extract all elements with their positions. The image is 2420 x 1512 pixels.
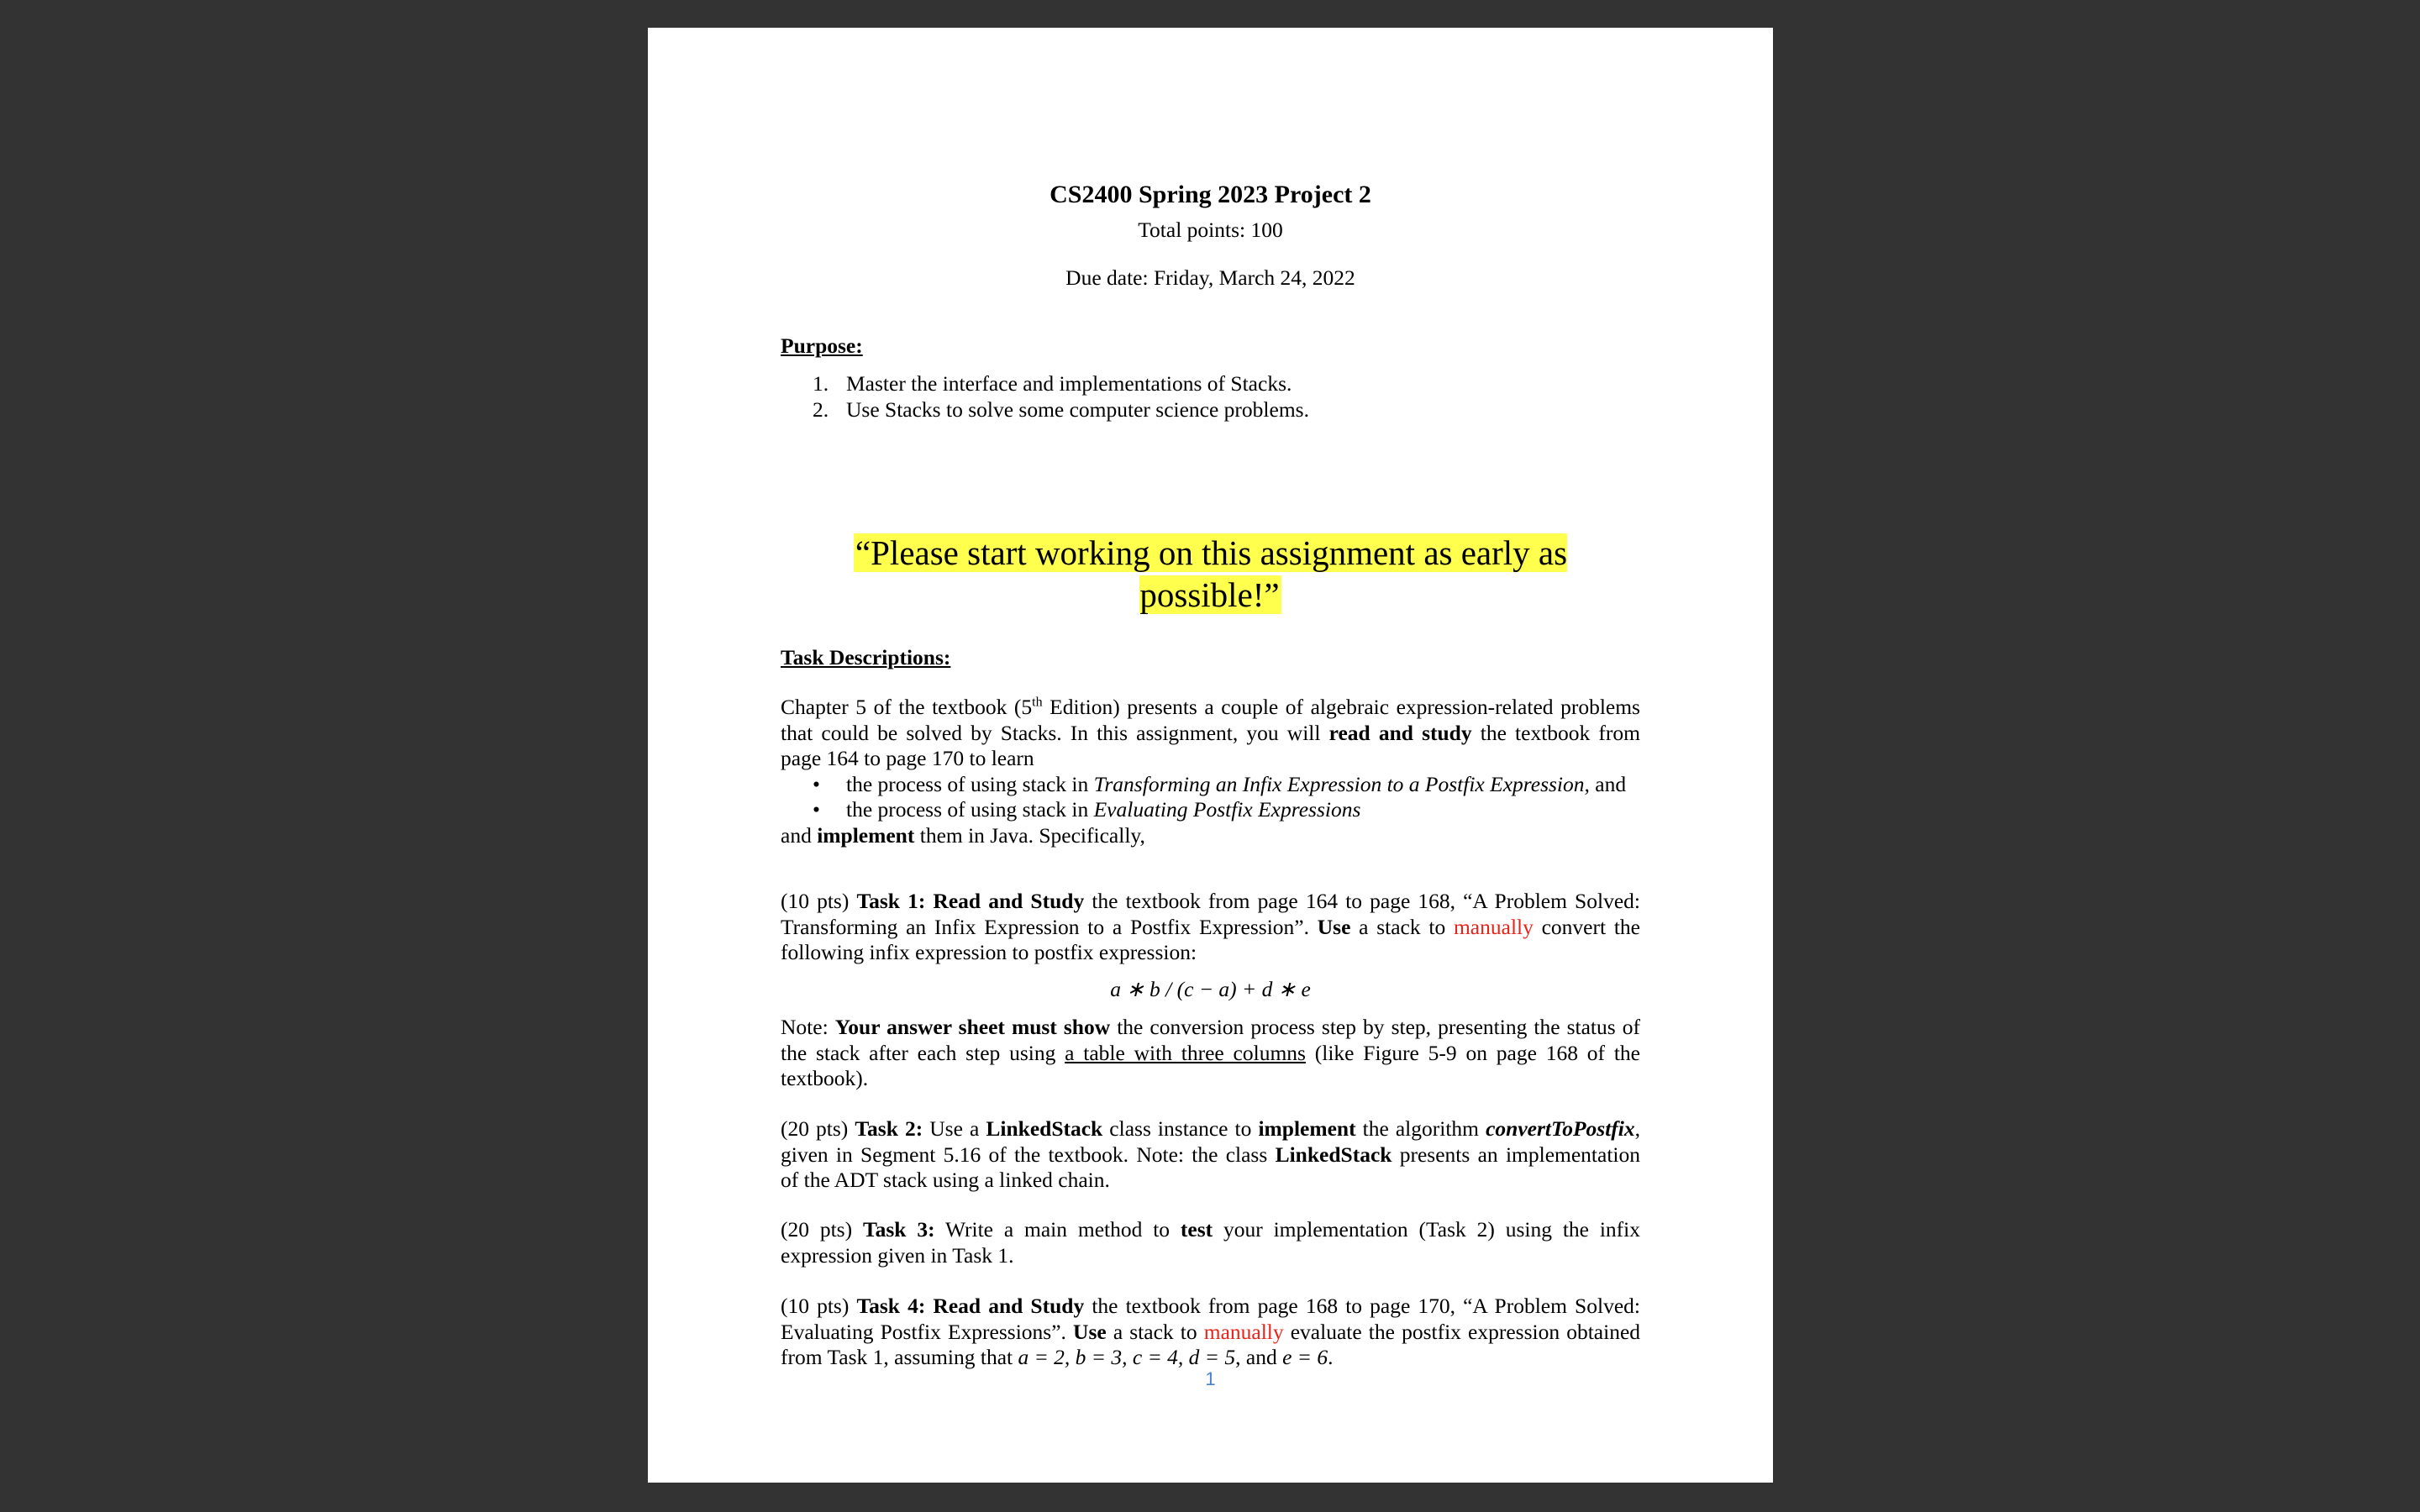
purpose-heading: Purpose: — [781, 333, 863, 358]
task1-paragraph: (10 pts) Task 1: Read and Study the textbook from page 164 to page 168, “A Problem Solved: Transforming an Infix Expression to a Postfix Expression”. Use a stack to manually convert the following infix expression to postfix expression: — [781, 889, 1640, 964]
intro-paragraph: Chapter 5 of the textbook (5th Edition) presents a couple of algebraic expression-related problems that could be solved by Stacks. In this assignment, you will read and study the textbook from page 164 to page 170 to learn • the process of using stack in Transforming an Infix Expression to a Postfix Expression, and • the process of using stack in Evaluating Postfix Expressions and implement them in Java. Specifically, — [781, 695, 1640, 848]
list-item: 2. Use Stacks to solve some computer science problems. — [813, 396, 1309, 422]
tasks-heading: Task Descriptions: — [781, 645, 951, 669]
list-item: • the process of using stack in Evaluating Postfix Expressions — [813, 797, 1361, 822]
banner-text: “Please start working on this assignment as early as possible!” — [855, 533, 1568, 614]
task2-paragraph: (20 pts) Task 2: Use a LinkedStack class instance to implement the algorithm convertToPostfix, given in Segment 5.16 of the textbook. Note: the class LinkedStack presents an implementation of the ADT stack using a linked chain. — [781, 1116, 1640, 1192]
due-date: Due date: Friday, March 24, 2022 — [1065, 265, 1355, 290]
task1-note: Note: Your answer sheet must show the conversion process step by step, presenting the status of the stack after each step using a table with three columns (like Figure 5-9 on page 168 of the textbook). — [781, 1015, 1640, 1090]
list-item: • the process of using stack in Transforming an Infix Expression to a Postfix Expression, and — [813, 771, 1627, 796]
page-number: 1 — [1205, 1368, 1216, 1389]
total-points: Total points: 100 — [1138, 218, 1283, 242]
task4-paragraph: (10 pts) Task 4: Read and Study the textbook from page 168 to page 170, “A Problem Solved: Evaluating Postfix Expressions”. Use a stack to manually evaluate the postfix expression obtained from Task 1, assuming that a = 2, b = 3, c = 4, d = 5, and e = 6. — [781, 1294, 1641, 1369]
highlight-banner — [781, 532, 1640, 616]
list-item: 1. Master the interface and implementations of Stacks. — [813, 371, 1292, 396]
page-title: CS2400 Spring 2023 Project 2 — [1050, 181, 1371, 208]
document-page — [648, 28, 1773, 1483]
task3-paragraph: (20 pts) Task 3: Write a main method to test your implementation (Task 2) using the infix expression given in Task 1. — [781, 1217, 1640, 1268]
infix-expression: a ∗ b / (c − a) + d ∗ e — [1110, 977, 1311, 1001]
purpose-list — [781, 371, 1640, 423]
